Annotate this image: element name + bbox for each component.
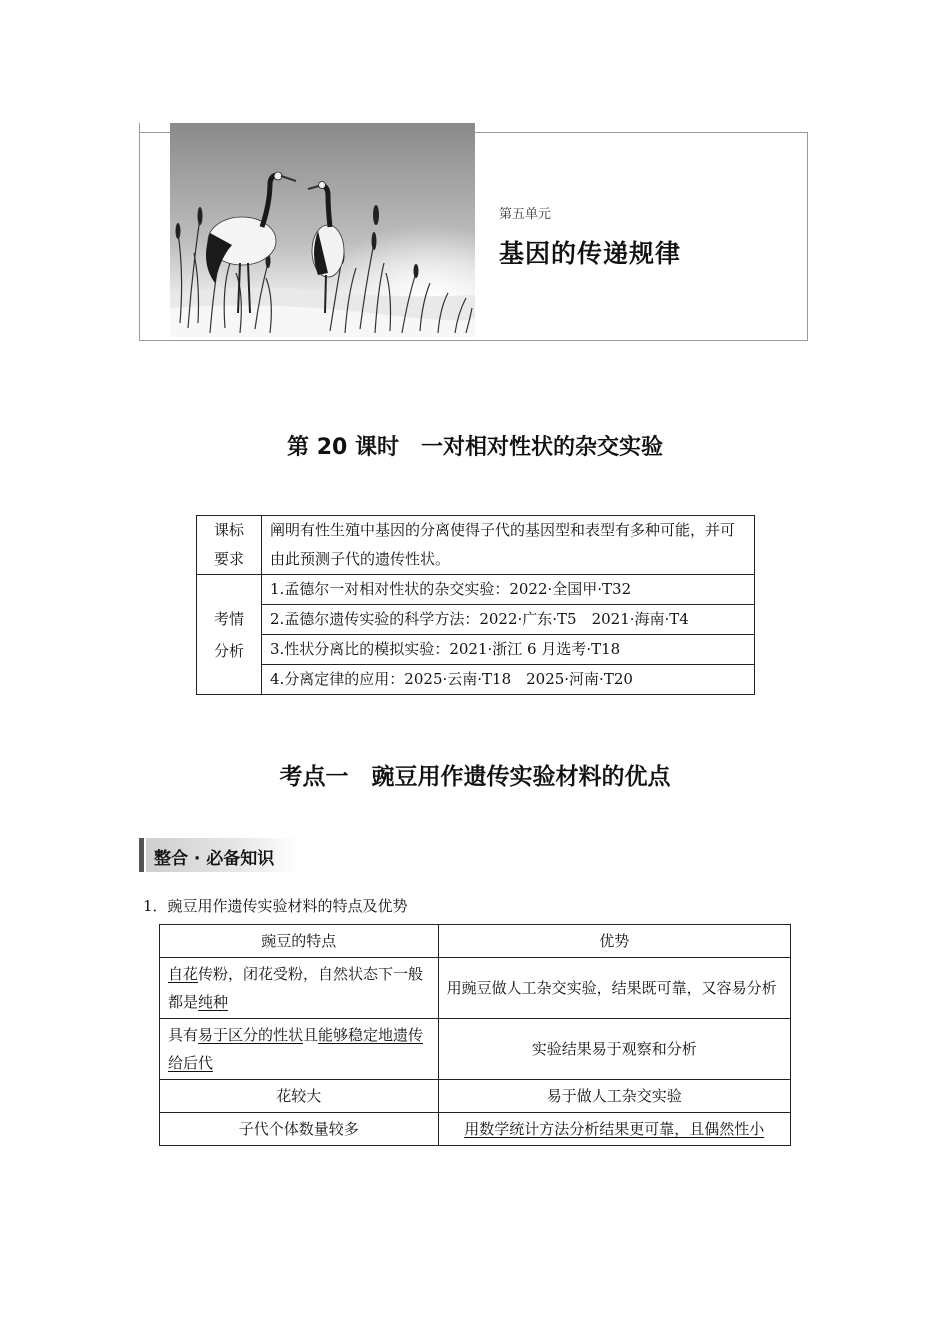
banner-corner [139, 123, 171, 132]
standard-header-line: 课标 [213, 521, 244, 539]
analysis-header-cell [197, 575, 262, 695]
table-row [160, 958, 791, 1019]
banner-text [499, 203, 681, 270]
feature-cell [160, 958, 439, 1019]
feature-text: 且 [303, 1026, 319, 1044]
requirements-table [196, 515, 755, 695]
advantage-cell: 用豌豆做人工杂交实验，结果既可靠，又容易分析 [438, 958, 790, 1019]
feature-text: 具有 [168, 1026, 199, 1044]
feature-cell: 子代个体数量较多 [160, 1113, 439, 1146]
advantage-cell [438, 1113, 790, 1146]
red-crowned-cranes-photo [170, 123, 475, 337]
standard-header-cell [197, 516, 262, 575]
column-header-advantage: 优势 [438, 925, 790, 958]
table-row [160, 1080, 791, 1113]
table-row [160, 1113, 791, 1146]
tag-bar [139, 838, 144, 872]
analysis-row: 4.分离定律的应用：2025·云南·T18 2025·河南·T20 [262, 665, 755, 695]
column-header-feature: 豌豆的特点 [160, 925, 439, 958]
feature-key: 易于区分的性状 [198, 1026, 304, 1044]
table-row [197, 516, 755, 575]
feature-key: 能够稳定地遗传给后代 [168, 1026, 424, 1072]
item-heading: 1．豌豆用作遗传实验材料的特点及优势 [143, 897, 408, 915]
unit-title: 基因的传递规律 [499, 239, 682, 268]
standard-header-line: 要求 [213, 550, 244, 568]
advantage-key: 用数学统计方法分析结果更可靠，且偶然性小 [464, 1120, 765, 1138]
feature-key: 纯种 [198, 993, 229, 1011]
advantage-cell: 实验结果易于观察和分析 [438, 1019, 790, 1080]
table-row [197, 575, 755, 605]
features-table [159, 924, 791, 1146]
feature-key: 自花 [168, 965, 199, 983]
analysis-header-line: 考情 [213, 609, 244, 628]
knowledge-tag [139, 838, 299, 872]
unit-label: 第五单元 [499, 207, 552, 222]
feature-cell: 花较大 [160, 1080, 439, 1113]
analysis-row: 2.孟德尔遗传实验的科学方法：2022·广东·T5 2021·海南·T4 [262, 605, 755, 635]
table-row [197, 605, 755, 635]
feature-cell [160, 1019, 439, 1080]
table-row [197, 665, 755, 695]
table-row [197, 635, 755, 665]
analysis-row: 1.孟德尔一对相对性状的杂交实验：2022·全国甲·T32 [262, 575, 755, 605]
unit-banner [139, 123, 809, 342]
tag-label: 整合 · 必备知识 [154, 849, 275, 869]
standard-text: 阐明有性生殖中基因的分离使得子代的基因型和表型有多种可能，并可由此预测子代的遗传性状。 [262, 516, 755, 575]
table-row [160, 1019, 791, 1080]
analysis-row: 3.性状分离比的模拟实验：2021·浙江 6 月选考·T18 [262, 635, 755, 665]
lesson-title: 第 20 课时 一对相对性状的杂交实验 [287, 435, 663, 460]
analysis-header-line: 分析 [213, 641, 244, 660]
advantage-cell: 易于做人工杂交实验 [438, 1080, 790, 1113]
section-title: 考点一 豌豆用作遗传实验材料的优点 [279, 764, 671, 790]
feature-text: 传粉，闭花受粉，自然状态下一般都是 [168, 965, 424, 1011]
table-header-row [160, 925, 791, 958]
